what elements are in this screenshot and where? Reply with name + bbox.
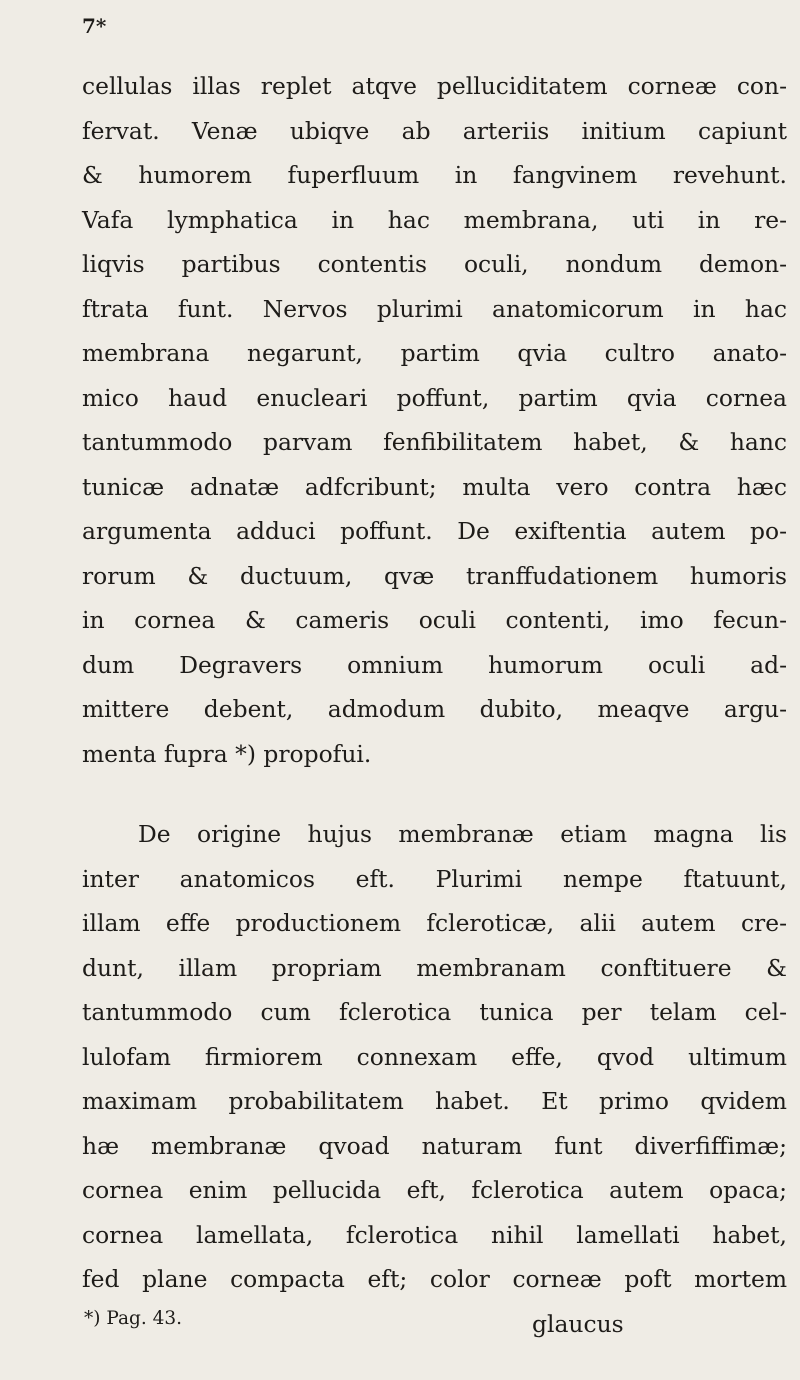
text-line: ftrata funt. Nervos plurimi anatomicorum in hac xyxy=(82,294,787,323)
text-line: inter anatomicos eft. Plurimi nempe ftatuunt, xyxy=(82,864,787,893)
text-line: in cornea & cameris oculi contenti, imo fecun- xyxy=(82,606,787,634)
text-line: maximam probabilitatem habet. Et primo qvidem xyxy=(82,1087,787,1115)
page-number: 7* xyxy=(82,14,107,38)
footnote: *) Pag. 43. xyxy=(84,1308,183,1329)
text-line: tantummodo cum fclerotica tunica per telam cel- xyxy=(82,998,787,1026)
text-line: De origine hujus membranæ etiam magna lis xyxy=(138,820,787,848)
text-line: menta fupra *) propofui. xyxy=(82,739,372,768)
text-line: tunicæ adnatæ adfcribunt; multa vero contra hæc xyxy=(82,472,787,501)
text-line: dum Degravers omnium humorum oculi ad- xyxy=(82,650,787,679)
text-line: fed plane compacta eft; color corneæ poft mortem xyxy=(82,1265,787,1293)
paragraph-1 xyxy=(82,64,787,776)
text-line: argumenta adduci poffunt. De exiftentia autem po- xyxy=(82,517,787,545)
text-line: fervat. Venæ ubiqve ab arteriis initium capiunt xyxy=(82,116,787,145)
text-line: cornea enim pellucida eft, fclerotica autem opaca; xyxy=(82,1176,787,1204)
text-line: lulofam firmiorem connexam effe, qvod ultimum xyxy=(82,1042,787,1071)
text-line: mittere debent, admodum dubito, meaqve argu- xyxy=(82,695,787,723)
text-line: Vafa lymphatica in hac membrana, uti in re- xyxy=(82,205,787,234)
paragraph-2 xyxy=(82,812,787,1302)
text-line: rorum & ductuum, qvæ tranffudationem humoris xyxy=(82,561,787,590)
text-line: membrana negarunt, partim qvia cultro anato- xyxy=(82,339,787,367)
text-line: cellulas illas replet atqve pelluciditatem corneæ con- xyxy=(82,72,787,100)
text-line: mico haud enucleari poffunt, partim qvia cornea xyxy=(82,383,787,412)
text-line: hæ membranæ qvoad naturam funt diverfiffimæ; xyxy=(82,1131,787,1160)
text-line: dunt, illam propriam membranam conftituere & xyxy=(82,953,787,982)
text-line: liqvis partibus contentis oculi, nondum demon- xyxy=(82,250,787,278)
text-line: cornea lamellata, fclerotica nihil lamellati habet, xyxy=(82,1220,787,1249)
text-line: illam effe productionem fcleroticæ, alii autem cre- xyxy=(82,909,787,937)
text-line: & humorem fuperfluum in fangvinem revehunt. xyxy=(82,161,787,189)
body-text xyxy=(82,64,787,1346)
text-line: tantummodo parvam fenfibilitatem habet, & hanc xyxy=(82,428,787,456)
catchword: glaucus xyxy=(532,1309,624,1338)
